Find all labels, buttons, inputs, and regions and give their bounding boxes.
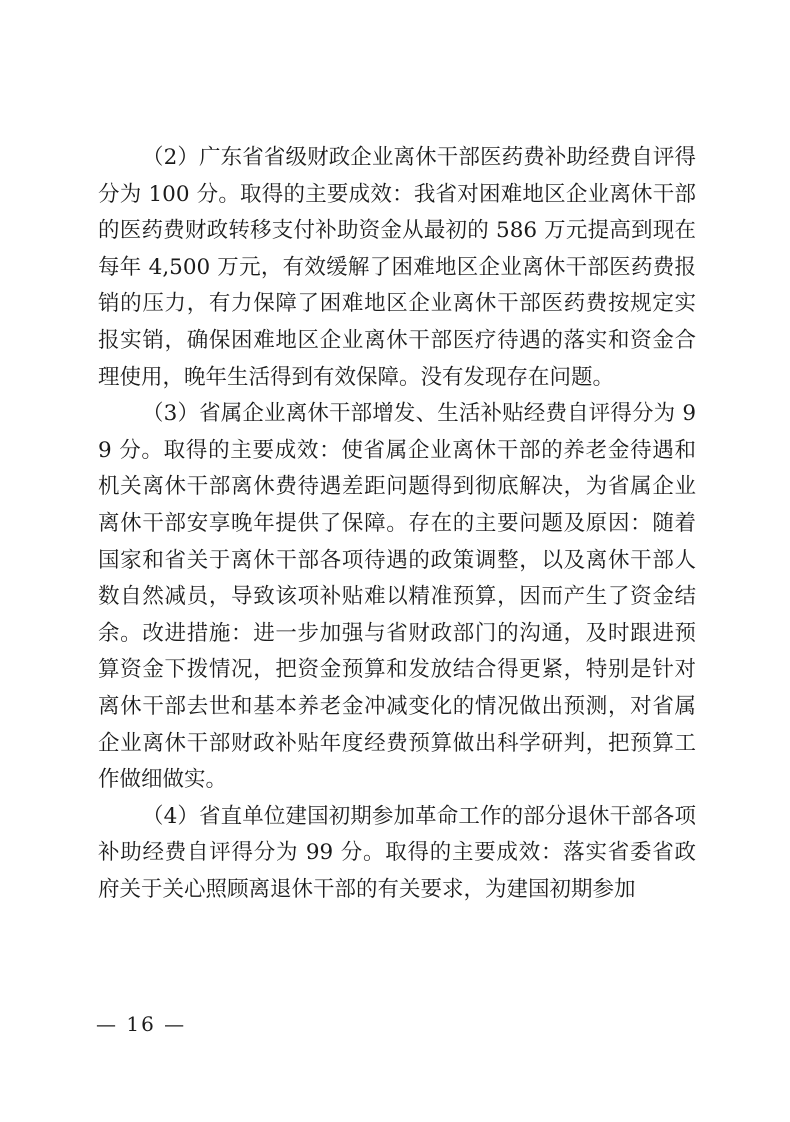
paragraph-item-3: （3）省属企业离休干部增发、生活补贴经费自评得分为 99 分。取得的主要成效：使省属企业离休干部的养老金待遇和机关离休干部离休费待遇差距问题得到彻底解决，为省属企业离休干部安享晚年提供了保障。存在的主要问题及原因：随着国家和省关于离休干部各项待遇的政策调整，以及离休干部人数自然减员，导致该项补贴难以精准预算，因而产生了资金结余。改进措施：进一步加强与省财政部门的沟通，及时跟进预算资金下拨情况，把资金预算和发放结合得更紧，特别是针对离休干部去世和基本养老金冲减变化的情况做出预测，对省属企业离休干部财政补贴年度经费预算做出科学研判，把预算工作做细做实。 [98, 401, 696, 793]
body-text [98, 140, 696, 908]
page-number: — 16 — [96, 1012, 187, 1036]
paragraph-item-2: （2）广东省省级财政企业离休干部医药费补助经费自评得分为 100 分。取得的主要成效：我省对困难地区企业离休干部的医药费财政转移支付补助资金从最初的 586 万元提高到现在每年 4,500 万元，有效缓解了困难地区企业离休干部医药费报销的压力，有力保障了困难地区企业离休干部医药费按规定实报实销，确保困难地区企业离休干部医疗待遇的落实和资金合理使用，晚年生活得到有效保障。没有发现存在问题。 [98, 145, 696, 390]
paragraph-item-4: （4）省直单位建国初期参加革命工作的部分退休干部各项补助经费自评得分为 99 分。取得的主要成效：落实省委省政府关于关心照顾离退休干部的有关要求，为建国初期参加 [98, 803, 696, 902]
